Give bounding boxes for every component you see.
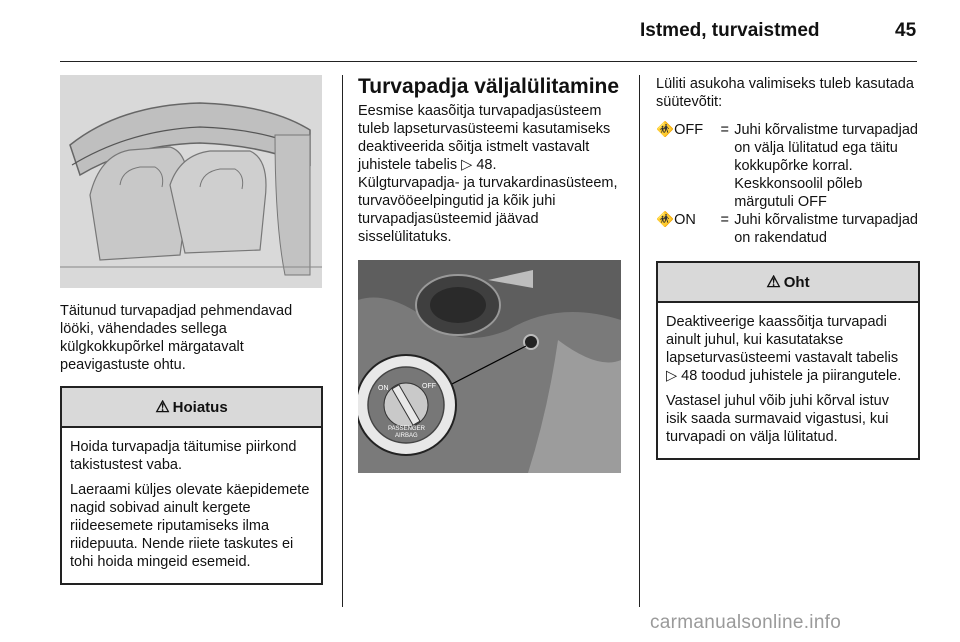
- illustration-caption: Täitunud turvapadjad pehmendavad lööki, vähendades sellega külgkokkupõrkel märgatavalt peavigastuste ohtu.: [60, 303, 293, 373]
- switch-row-off: [656, 121, 920, 211]
- danger-box-body: [658, 303, 918, 458]
- switch-eq: =: [720, 212, 729, 228]
- curtain-airbag-illustration: [60, 75, 322, 288]
- switch-off-label: OFF: [422, 383, 436, 390]
- switch-on-label: ON: [378, 385, 389, 392]
- switch-intro: Lüliti asukoha valimiseks tuleb kasutada süütevõtit:: [656, 76, 914, 110]
- switch-eq: =: [720, 122, 729, 138]
- column-3: [656, 75, 920, 460]
- section-title: Turvapadja väljalülitamine: [358, 75, 620, 98]
- danger-paragraph: Vastasel juhul võib juhi kõrval istuv isik saada surmavaid vigastusi, kui turvapadi on välja lülitatud.: [666, 393, 889, 445]
- column-1: [60, 75, 323, 585]
- switch-text-passenger: PASSENGER: [388, 426, 425, 432]
- column-divider: [639, 75, 640, 607]
- danger-box: [656, 261, 920, 460]
- warning-icon: ⚠: [155, 399, 170, 416]
- danger-title: Oht: [783, 273, 810, 291]
- warning-icon: ⚠: [766, 274, 781, 291]
- airbag-switch-photo: [358, 260, 621, 473]
- column-divider: [342, 75, 343, 607]
- switch-desc: Juhi kõrvalistme turvapadjad on välja lülitatud ega täitu kokkupõrke korral. Keskkonsoolil põleb märgutuli OFF: [734, 122, 918, 210]
- danger-box-header: [658, 263, 918, 303]
- page-number: 45: [895, 20, 917, 41]
- warning-box-header: [62, 388, 321, 428]
- switch-key: 🚸ON: [656, 212, 696, 228]
- warning-box-body: [62, 428, 321, 583]
- watermark: carmanualsonline.info: [650, 612, 842, 633]
- page-header-title: Istmed, turvaistmed: [640, 20, 820, 41]
- warning-title: Hoiatus: [172, 398, 228, 416]
- airbag-off-icon: 🚸: [656, 122, 675, 138]
- airbag-on-icon: 🚸: [656, 212, 675, 228]
- warning-box: [60, 386, 323, 585]
- column-2: [358, 75, 623, 473]
- warning-paragraph: Hoida turvapadja täitumise piirkond takistustest vaba.: [70, 439, 297, 473]
- switch-desc: Juhi kõrvalistme turvapadjad on rakendatud: [734, 212, 918, 246]
- danger-paragraph: Deaktiveerige kaassõitja turvapadi ainult juhul, kui kasutatakse lapseturvasüsteemi vastavalt tabelis ▷ 48 toodud juhistele ja piirangutele.: [666, 314, 902, 384]
- switch-text-airbag: AIRBAG: [395, 433, 418, 439]
- header-rule: [60, 61, 917, 62]
- warning-paragraph: Laeraami küljes olevate käepidemete nagid sobivad ainult kergete riideesemete riputamiseks ilma riidepuuta. Nende riiete taskutes ei tohi hoida mingeid esemeid.: [70, 482, 310, 570]
- section-body: Eesmise kaasõitja turvapadjasüsteem tuleb lapseturvasüsteemi kasutamiseks deaktiveerida sõitja istmelt vastavalt juhistele tabelis ▷ 48. Külgturvapadja- ja turvakardinasüsteem, turvavööeelpingutid ja kõik juhi turvapadjasüsteemid jäävad sisselülitatuks.: [358, 103, 618, 245]
- switch-key: 🚸OFF: [656, 122, 704, 138]
- switch-row-on: [656, 211, 920, 247]
